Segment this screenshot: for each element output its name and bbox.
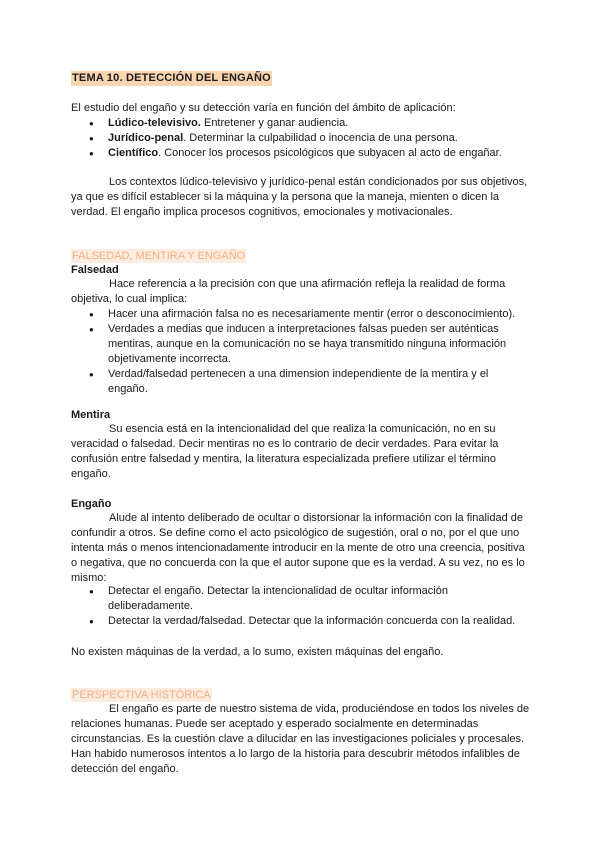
mentira-paragraph: Su esencia está en la intencionalidad del que realiza la comunicación, no en su veracidad o falsedad. Decir mentiras no es lo contrario de decir verdades. Para evitar la confusión entre falsedad y mentira, la literatura especializada prefiere utilizar el término engaño. — [71, 423, 499, 480]
document-title: TEMA 10. DETECCIÓN DEL ENGAÑO — [72, 72, 271, 84]
contextos-paragraph: Los contextos lúdico-televisivo y jurídico-penal están condicionados por sus objetivos, ya que es difícil establecer si la máquina y la persona que la maneja, mienten o dicen la verdad. El engaño implica procesos cognitivos, emocionales y motivacionales. — [71, 176, 528, 218]
engano-list — [71, 584, 531, 629]
ambito-term: Científico — [108, 147, 159, 159]
subheading-engano: Engaño — [71, 498, 112, 510]
list-item — [71, 131, 531, 146]
ambito-desc: Entretener y ganar audiencia. — [200, 117, 349, 129]
list-item — [71, 146, 531, 161]
subheading-mentira: Mentira — [71, 409, 111, 421]
section-heading-historica: PERSPECTIVA HISTÓRICA — [72, 689, 211, 701]
list-item: ● Verdad/falsedad pertenecen a una dimension independiente de la mentira y el engaño. — [71, 367, 531, 397]
falsedad-list — [71, 307, 531, 397]
intro-paragraph: El estudio del engaño y su detección varía en función del ámbito de aplicación: — [71, 102, 456, 114]
ambito-desc: . Determinar la culpabilidad o inocencia de una persona. — [183, 132, 458, 144]
list-item: ● Detectar la verdad/falsedad. Detectar que la información concuerda con la realidad. — [71, 614, 531, 629]
ambito-desc: . Conocer los procesos psicológicos que subyacen al acto de engañar. — [158, 147, 502, 159]
list-item — [71, 116, 531, 131]
conclusion-paragraph: No existen máquinas de la verdad, a lo sumo, existen máquinas del engaño. — [71, 646, 444, 658]
ambito-term: Lúdico-televisivo. — [108, 117, 201, 129]
list-item: ● Hacer una afirmación falsa no es necesariamente mentir (error o desconocimiento). — [71, 307, 531, 322]
subheading-falsedad: Falsedad — [71, 264, 119, 276]
list-item: ● Verdades a medias que inducen a interpretaciones falsas pueden ser auténticas mentiras, aunque en la comunicación no se haya transmitido ninguna información objetivamente incorrecta. — [71, 322, 531, 367]
list-item: ● Detectar el engaño. Detectar la intencionalidad de ocultar información deliberadamente. — [71, 584, 531, 614]
section-heading-falsedad: FALSEDAD, MENTIRA Y ENGAÑO — [72, 250, 246, 262]
ambito-term: Jurídico-penal — [108, 132, 184, 144]
ambitos-list — [71, 116, 531, 161]
historica-paragraph: El engaño es parte de nuestro sistema de vida, produciéndose en todos los niveles de relaciones humanas. Puede ser aceptado y esperado socialmente en determinadas circunstancias. Es la cuestión clave a dilucidar en las investigaciones policiales y procesales. Han habido numerosos intentos a lo largo de la historia para descubrir métodos infalibles de detección del engaño. — [71, 703, 530, 775]
falsedad-paragraph: Hace referencia a la precisión con que una afirmación refleja la realidad de forma objetiva, lo cual implica: — [71, 278, 506, 305]
engano-paragraph: Alude al intento deliberado de ocultar o distorsionar la información con la finalidad de confundir a otros. Se define como el acto psicológico de sugestión, oral o no, por el que uno intenta más o menos intencionadamente introducir en la mente de otro una creencia, positiva o negativa, que no concuerda con la que el autor supone que es la verdad. A su vez, no es lo mismo: — [71, 512, 525, 584]
